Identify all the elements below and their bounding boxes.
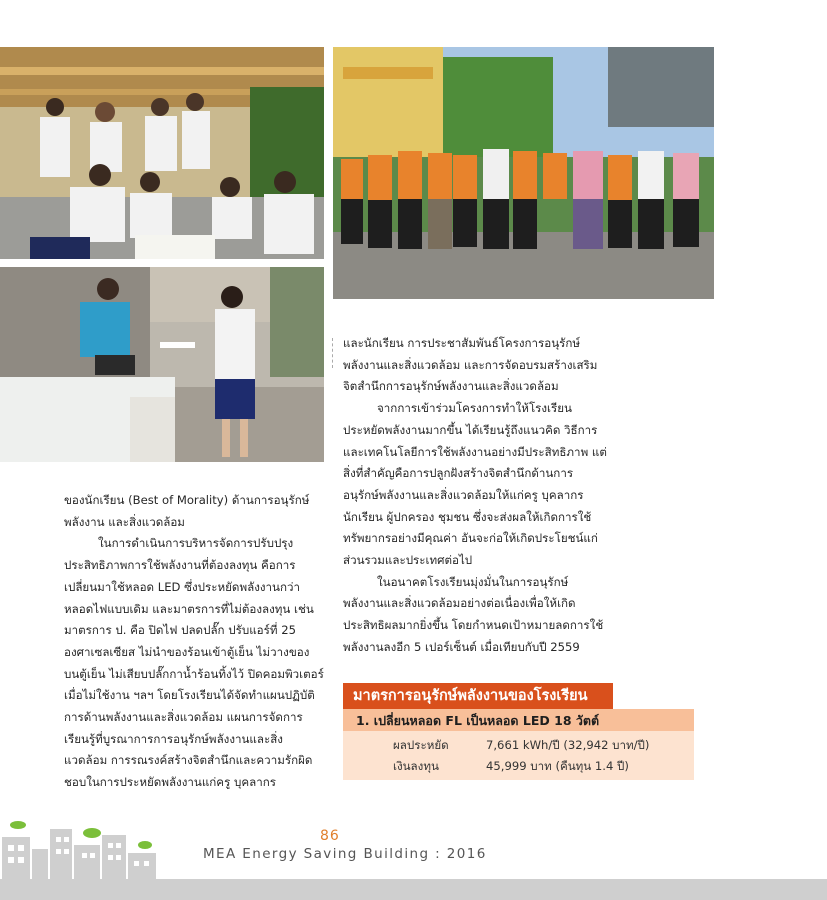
callout-row-savings-label: ผลประหยัด: [393, 738, 449, 752]
city-skyline-illustration: [0, 815, 170, 879]
right-paragraph-1: และนักเรียน การประชาสัมพันธ์โครงการอนุรักษ์พลังงานและสิ่งแวดล้อม และการจัดอบรมสร้างเสริมจิตสำนึกการอนุรักษ์พลังงานและสิ่งแวดล้อม: [343, 336, 598, 394]
photo-student-handover: [0, 267, 324, 462]
left-text-column: [64, 490, 324, 794]
right-paragraph-3: ในอนาคตโรงเรียนมุ่งมั่นในการอนุรักษ์พลังงานและสิ่งแวดล้อมอย่างต่อเนื่องเพื่อให้เกิดประสิทธิผลมากยิ่งขึ้น โดยกำหนดเป้าหมายลดการใช้พลังงานลงอีก 5 เปอร์เซ็นต์ เมื่อเทียบกับปี 2559: [343, 574, 604, 654]
right-paragraph-2: จากการเข้าร่วมโครงการทำให้โรงเรียนประหยัดพลังงานมากขึ้น ได้เรียนรู้ถึงแนวคิด วิธีการและเทคโนโลยีการใช้พลังงานอย่างมีประสิทธิภาพ แต่สิ่งที่สำคัญคือการปลูกฝังสร้างจิตสำนึกด้านการอนุรักษ์พลังงานและสิ่งแวดล้อมให้แก่ครู บุคลากร นักเรียน ผู้ปกครอง ชุมชน ซึ่งจะส่งผลให้เกิดการใช้ทรัพยากรอย่างมีคุณค่า อันจะก่อให้เกิดประโยชน์แก่ส่วนรวมและประเทศต่อไป: [343, 401, 607, 568]
callout-row-investment-label: เงินลงทุน: [393, 759, 439, 773]
page-number: 86: [320, 828, 340, 844]
left-paragraph-1: ของนักเรียน (Best of Morality) ด้านการอนุรักษ์พลังงาน และสิ่งแวดล้อม: [64, 493, 310, 529]
footer-band: [0, 879, 827, 900]
callout-box: [343, 709, 694, 780]
callout-title: มาตรการอนุรักษ์พลังงานของโรงเรียน: [343, 683, 613, 710]
left-paragraph-2: ในการดำเนินการบริหารจัดการปรับปรุงประสิทธิภาพการใช้พลังงานที่ต้องลงทุน คือการเปลี่ยนมาใช้หลอด LED ซึ่งประหยัดพลังงานกว่าหลอดไฟแบบเดิม และมาตรการที่ไม่ต้องลงทุน เช่น มาตรการ ป. คือ ปิดไฟ ปลดปลั๊ก ปรับแอร์ที่ 25 องศาเซลเซียส ไม่นำของร้อนเข้าตู้เย็น ไม่วางของบนตู้เย็น ไม่เสียบปลั๊กกาน้ำร้อนทิ้งไว้ ปิดคอมพิวเตอร์เมื่อไม่ใช้งาน ฯลฯ โดยโรงเรียนได้จัดทำแผนปฏิบัติการด้านพลังงานและสิ่งแวดล้อม แผนการจัดการเรียนรู้ที่บูรณาการการอนุรักษ์พลังงานและสิ่งแวดล้อม การรณรงค์สร้างจิตสำนึกและความรักผิดชอบในการประหยัดพลังงานแก่ครู บุคลากร: [64, 536, 324, 790]
callout-item-heading: 1. เปลี่ยนหลอด FL เป็นหลอด LED 18 วัตต์: [343, 709, 694, 731]
callout-row-investment-value: 45,999 บาท (คืนทุน 1.4 ปี): [486, 759, 629, 773]
right-text-column: [343, 333, 608, 659]
photo-staff-group: [333, 47, 714, 299]
callout-row-savings-value: 7,661 kWh/ปี (32,942 บาท/ปี): [486, 738, 650, 752]
publication-title: MEA Energy Saving Building : 2016: [203, 846, 487, 862]
column-divider: [332, 338, 333, 368]
photo-students-group: [0, 47, 324, 259]
